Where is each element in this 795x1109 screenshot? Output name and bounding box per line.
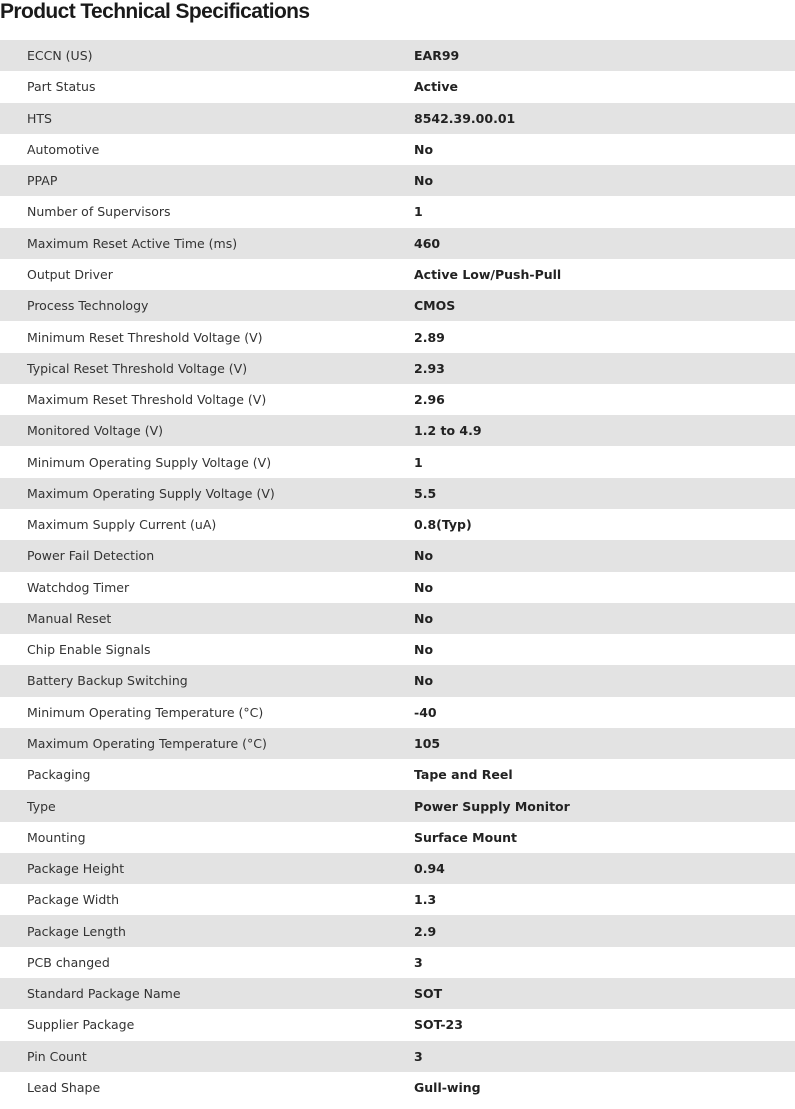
spec-row — [0, 634, 795, 665]
spec-row — [0, 572, 795, 603]
spec-value: 2.9 — [414, 923, 437, 939]
spec-value: -40 — [414, 704, 437, 720]
spec-value: Surface Mount — [414, 829, 517, 845]
spec-value: 8542.39.00.01 — [414, 110, 516, 126]
spec-label: Maximum Operating Supply Voltage (V) — [27, 485, 275, 501]
spec-label: Minimum Operating Temperature (°C) — [27, 704, 264, 720]
spec-label: Maximum Reset Active Time (ms) — [27, 235, 238, 251]
spec-row — [0, 446, 795, 477]
spec-value: No — [414, 642, 434, 658]
spec-row — [0, 665, 795, 696]
spec-value: Tape and Reel — [414, 767, 513, 783]
spec-label: Process Technology — [27, 298, 149, 314]
spec-label: Package Width — [27, 892, 120, 908]
spec-row — [0, 228, 795, 259]
spec-row — [0, 790, 795, 821]
spec-row — [0, 978, 795, 1009]
spec-label: Typical Reset Threshold Voltage (V) — [27, 360, 248, 376]
spec-label: Monitored Voltage (V) — [27, 423, 164, 439]
spec-value: No — [414, 548, 434, 564]
spec-table-body — [0, 40, 795, 1103]
spec-value: 1.2 to 4.9 — [414, 423, 482, 439]
spec-value: 2.93 — [414, 360, 445, 376]
spec-value: 0.94 — [414, 861, 445, 877]
spec-row — [0, 540, 795, 571]
spec-label: Battery Backup Switching — [27, 673, 188, 689]
spec-value: 1.3 — [414, 892, 437, 908]
spec-row — [0, 478, 795, 509]
spec-row — [0, 165, 795, 196]
spec-value: SOT-23 — [414, 1017, 463, 1033]
spec-label: Standard Package Name — [27, 986, 181, 1002]
spec-row — [0, 384, 795, 415]
spec-value: 5.5 — [414, 485, 437, 501]
spec-label: HTS — [27, 110, 52, 126]
spec-row — [0, 103, 795, 134]
spec-value: 460 — [414, 235, 441, 251]
spec-value: No — [414, 173, 434, 189]
spec-label: Lead Shape — [27, 1079, 101, 1095]
spec-label: Minimum Operating Supply Voltage (V) — [27, 454, 272, 470]
spec-value: 3 — [414, 954, 423, 970]
spec-label: Minimum Reset Threshold Voltage (V) — [27, 329, 263, 345]
spec-row — [0, 947, 795, 978]
spec-label: Package Length — [27, 923, 126, 939]
spec-value: SOT — [414, 986, 443, 1002]
spec-row — [0, 697, 795, 728]
spec-label: Output Driver — [27, 266, 113, 282]
spec-row — [0, 134, 795, 165]
spec-label: PPAP — [27, 173, 58, 189]
spec-row — [0, 196, 795, 227]
spec-row — [0, 509, 795, 540]
spec-table — [0, 40, 795, 1103]
spec-label: Packaging — [27, 767, 91, 783]
page-title: Product Technical Specifications — [0, 0, 310, 23]
spec-value: CMOS — [414, 298, 456, 314]
spec-row — [0, 728, 795, 759]
spec-label: Part Status — [27, 79, 96, 95]
spec-row — [0, 1072, 795, 1103]
spec-value: 0.8(Typ) — [414, 517, 472, 533]
spec-label: PCB changed — [27, 954, 110, 970]
spec-value: 105 — [414, 735, 441, 751]
spec-label: Supplier Package — [27, 1017, 135, 1033]
spec-row — [0, 1041, 795, 1072]
spec-label: Maximum Operating Temperature (°C) — [27, 735, 267, 751]
spec-value: EAR99 — [414, 48, 460, 64]
spec-value: No — [414, 673, 434, 689]
spec-row — [0, 822, 795, 853]
spec-label: Watchdog Timer — [27, 579, 130, 595]
spec-label: ECCN (US) — [27, 48, 93, 64]
spec-value: 1 — [414, 204, 423, 220]
spec-row — [0, 603, 795, 634]
spec-row — [0, 884, 795, 915]
spec-row — [0, 915, 795, 946]
spec-value: 2.96 — [414, 392, 445, 408]
spec-label: Maximum Reset Threshold Voltage (V) — [27, 392, 267, 408]
spec-row — [0, 40, 795, 71]
spec-value: No — [414, 579, 434, 595]
spec-label: Number of Supervisors — [27, 204, 171, 220]
spec-row — [0, 71, 795, 102]
spec-label: Maximum Supply Current (uA) — [27, 517, 217, 533]
spec-row — [0, 759, 795, 790]
spec-value: 1 — [414, 454, 423, 470]
spec-row — [0, 290, 795, 321]
spec-row — [0, 1009, 795, 1040]
spec-label: Pin Count — [27, 1048, 87, 1064]
spec-label: Automotive — [27, 141, 100, 157]
spec-label: Manual Reset — [27, 610, 112, 626]
spec-label: Chip Enable Signals — [27, 642, 151, 658]
spec-label: Package Height — [27, 861, 125, 877]
spec-label: Type — [27, 798, 56, 814]
spec-value: No — [414, 610, 434, 626]
spec-value: Active — [414, 79, 458, 95]
spec-label: Power Fail Detection — [27, 548, 155, 564]
spec-row — [0, 321, 795, 352]
spec-value: No — [414, 141, 434, 157]
spec-row — [0, 415, 795, 446]
spec-value: Gull-wing — [414, 1079, 481, 1095]
spec-row — [0, 259, 795, 290]
spec-value: 2.89 — [414, 329, 445, 345]
spec-value: Active Low/Push-Pull — [414, 266, 562, 282]
spec-row — [0, 853, 795, 884]
spec-value: Power Supply Monitor — [414, 798, 570, 814]
spec-label: Mounting — [27, 829, 86, 845]
spec-row — [0, 353, 795, 384]
spec-value: 3 — [414, 1048, 423, 1064]
